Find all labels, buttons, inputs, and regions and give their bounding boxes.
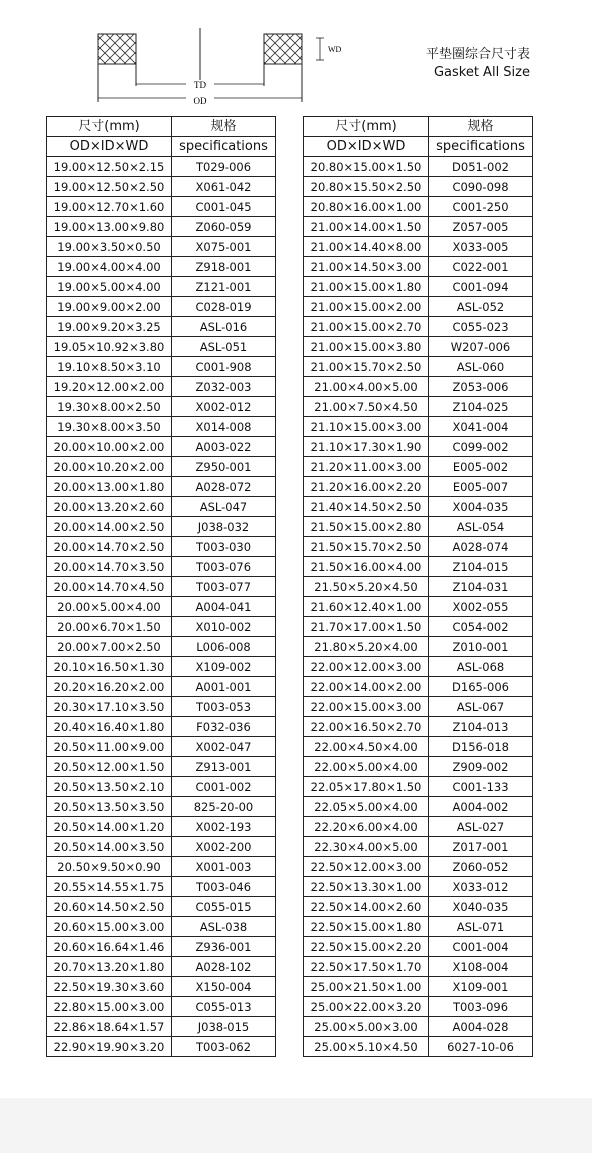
spec-cell: Z060-052 bbox=[429, 857, 533, 877]
table-row bbox=[304, 957, 533, 977]
table-row bbox=[47, 637, 276, 657]
size-cell: 22.05×5.00×4.00 bbox=[304, 797, 429, 817]
spec-cell: ASL-016 bbox=[172, 317, 276, 337]
header-spec-sub: specifications bbox=[429, 137, 533, 157]
title-en: Gasket All Size bbox=[433, 65, 530, 80]
table-row bbox=[304, 377, 533, 397]
size-cell: 22.50×13.30×1.00 bbox=[304, 877, 429, 897]
table-row bbox=[304, 337, 533, 357]
size-cell: 20.00×14.70×2.50 bbox=[47, 537, 172, 557]
table-row bbox=[304, 757, 533, 777]
table-row bbox=[47, 457, 276, 477]
spec-cell: X109-002 bbox=[172, 657, 276, 677]
size-cell: 22.50×12.00×3.00 bbox=[304, 857, 429, 877]
table-row bbox=[47, 737, 276, 757]
spec-cell: Z936-001 bbox=[172, 937, 276, 957]
table-row bbox=[47, 597, 276, 617]
size-cell: 20.00×13.20×2.60 bbox=[47, 497, 172, 517]
header-size-sub: OD×ID×WD bbox=[304, 137, 429, 157]
spec-cell: ASL-051 bbox=[172, 337, 276, 357]
table-row bbox=[304, 857, 533, 877]
table-row bbox=[47, 797, 276, 817]
size-cell: 19.00×9.20×3.25 bbox=[47, 317, 172, 337]
spec-cell: Z913-001 bbox=[172, 757, 276, 777]
table-row bbox=[47, 717, 276, 737]
table-row bbox=[304, 997, 533, 1017]
size-cell: 20.20×16.20×2.00 bbox=[47, 677, 172, 697]
spec-cell: ASL-071 bbox=[429, 917, 533, 937]
spec-cell: A004-041 bbox=[172, 597, 276, 617]
spec-cell: C055-023 bbox=[429, 317, 533, 337]
size-cell: 19.00×4.00×4.00 bbox=[47, 257, 172, 277]
gasket-right-section bbox=[264, 34, 302, 64]
size-cell: 20.00×7.00×2.50 bbox=[47, 637, 172, 657]
table-row bbox=[304, 257, 533, 277]
table-row bbox=[304, 197, 533, 217]
spec-cell: C090-098 bbox=[429, 177, 533, 197]
size-cell: 21.50×15.70×2.50 bbox=[304, 537, 429, 557]
size-cell: 20.00×5.00×4.00 bbox=[47, 597, 172, 617]
size-cell: 21.00×4.00×5.00 bbox=[304, 377, 429, 397]
spec-cell: X109-001 bbox=[429, 977, 533, 997]
table-row bbox=[47, 897, 276, 917]
spec-cell: X061-042 bbox=[172, 177, 276, 197]
spec-cell: A003-022 bbox=[172, 437, 276, 457]
size-cell: 21.40×14.50×2.50 bbox=[304, 497, 429, 517]
spec-cell: C001-250 bbox=[429, 197, 533, 217]
size-cell: 20.80×16.00×1.00 bbox=[304, 197, 429, 217]
table-row bbox=[47, 517, 276, 537]
table-row bbox=[304, 717, 533, 737]
table-row bbox=[47, 537, 276, 557]
spec-cell: C001-045 bbox=[172, 197, 276, 217]
table-row bbox=[47, 317, 276, 337]
table-row bbox=[47, 577, 276, 597]
table-row bbox=[304, 557, 533, 577]
spec-cell: X010-002 bbox=[172, 617, 276, 637]
size-cell: 20.60×16.64×1.46 bbox=[47, 937, 172, 957]
table-row bbox=[304, 477, 533, 497]
size-cell: 19.05×10.92×3.80 bbox=[47, 337, 172, 357]
spec-cell: J038-032 bbox=[172, 517, 276, 537]
size-cell: 21.10×15.00×3.00 bbox=[304, 417, 429, 437]
size-cell: 19.20×12.00×2.00 bbox=[47, 377, 172, 397]
size-cell: 20.30×17.10×3.50 bbox=[47, 697, 172, 717]
size-cell: 19.00×12.70×1.60 bbox=[47, 197, 172, 217]
header-spec: 规格 bbox=[429, 117, 533, 137]
table-row bbox=[304, 457, 533, 477]
size-cell: 19.00×12.50×2.50 bbox=[47, 177, 172, 197]
table-row bbox=[47, 1037, 276, 1057]
table-row bbox=[47, 617, 276, 637]
size-cell: 22.00×5.00×4.00 bbox=[304, 757, 429, 777]
spec-cell: W207-006 bbox=[429, 337, 533, 357]
table-row bbox=[304, 317, 533, 337]
table-row bbox=[47, 997, 276, 1017]
table-row bbox=[47, 437, 276, 457]
table-row bbox=[304, 277, 533, 297]
size-cell: 21.00×15.00×2.70 bbox=[304, 317, 429, 337]
table-row bbox=[47, 217, 276, 237]
spec-cell: Z010-001 bbox=[429, 637, 533, 657]
size-cell: 25.00×5.00×3.00 bbox=[304, 1017, 429, 1037]
spec-cell: C001-002 bbox=[172, 777, 276, 797]
spec-cell: X014-008 bbox=[172, 417, 276, 437]
spec-cell: Z918-001 bbox=[172, 257, 276, 277]
spec-cell: X002-200 bbox=[172, 837, 276, 857]
size-cell: 22.50×15.00×2.20 bbox=[304, 937, 429, 957]
spec-cell: D165-006 bbox=[429, 677, 533, 697]
size-cell: 20.50×12.00×1.50 bbox=[47, 757, 172, 777]
size-cell: 21.00×15.00×1.80 bbox=[304, 277, 429, 297]
spec-cell: C099-002 bbox=[429, 437, 533, 457]
bottom-strip bbox=[0, 1098, 592, 1153]
table-row bbox=[304, 737, 533, 757]
gasket-diagram bbox=[90, 28, 350, 110]
spec-cell: 825-20-00 bbox=[172, 797, 276, 817]
size-cell: 25.00×22.00×3.20 bbox=[304, 997, 429, 1017]
size-cell: 21.10×17.30×1.90 bbox=[304, 437, 429, 457]
table-row bbox=[304, 397, 533, 417]
table-row bbox=[304, 217, 533, 237]
size-cell: 19.10×8.50×3.10 bbox=[47, 357, 172, 377]
spec-cell: X033-005 bbox=[429, 237, 533, 257]
size-cell: 21.00×15.70×2.50 bbox=[304, 357, 429, 377]
size-cell: 21.70×17.00×1.50 bbox=[304, 617, 429, 637]
size-cell: 22.20×6.00×4.00 bbox=[304, 817, 429, 837]
table-row bbox=[304, 637, 533, 657]
size-cell: 22.00×12.00×3.00 bbox=[304, 657, 429, 677]
header-size: 尺寸(mm) bbox=[304, 117, 429, 137]
size-cell: 20.00×14.70×3.50 bbox=[47, 557, 172, 577]
table-row bbox=[47, 557, 276, 577]
size-cell: 22.05×17.80×1.50 bbox=[304, 777, 429, 797]
spec-cell: C001-133 bbox=[429, 777, 533, 797]
size-cell: 21.00×14.50×3.00 bbox=[304, 257, 429, 277]
spec-cell: ASL-038 bbox=[172, 917, 276, 937]
spec-cell: A001-001 bbox=[172, 677, 276, 697]
td-label: TD bbox=[194, 80, 206, 90]
spec-cell: D051-002 bbox=[429, 157, 533, 177]
table-row bbox=[47, 197, 276, 217]
table-row bbox=[304, 837, 533, 857]
spec-cell: F032-036 bbox=[172, 717, 276, 737]
table-row bbox=[304, 977, 533, 997]
size-cell: 20.40×16.40×1.80 bbox=[47, 717, 172, 737]
spec-cell: J038-015 bbox=[172, 1017, 276, 1037]
table-row bbox=[47, 957, 276, 977]
size-cell: 19.00×3.50×0.50 bbox=[47, 237, 172, 257]
spec-cell: C054-002 bbox=[429, 617, 533, 637]
spec-cell: T003-046 bbox=[172, 877, 276, 897]
spec-cell: X002-193 bbox=[172, 817, 276, 837]
size-cell: 22.30×4.00×5.00 bbox=[304, 837, 429, 857]
spec-cell: A004-002 bbox=[429, 797, 533, 817]
size-cell: 21.80×5.20×4.00 bbox=[304, 637, 429, 657]
table-row bbox=[304, 357, 533, 377]
size-cell: 20.00×13.00×1.80 bbox=[47, 477, 172, 497]
spec-cell: X001-003 bbox=[172, 857, 276, 877]
spec-cell: Z104-025 bbox=[429, 397, 533, 417]
table-row bbox=[47, 497, 276, 517]
size-cell: 22.50×17.50×1.70 bbox=[304, 957, 429, 977]
spec-cell: Z104-013 bbox=[429, 717, 533, 737]
spec-cell: T029-006 bbox=[172, 157, 276, 177]
table-row bbox=[304, 237, 533, 257]
header-spec-sub: specifications bbox=[172, 137, 276, 157]
title-zh: 平垫圈综合尺寸表 bbox=[425, 47, 530, 62]
spec-cell: ASL-027 bbox=[429, 817, 533, 837]
spec-cell: X004-035 bbox=[429, 497, 533, 517]
size-cell: 20.00×6.70×1.50 bbox=[47, 617, 172, 637]
header-spec: 规格 bbox=[172, 117, 276, 137]
size-cell: 22.50×15.00×1.80 bbox=[304, 917, 429, 937]
size-cell: 21.60×12.40×1.00 bbox=[304, 597, 429, 617]
size-cell: 20.50×11.00×9.00 bbox=[47, 737, 172, 757]
od-label: OD bbox=[193, 96, 207, 106]
wd-label: WD bbox=[328, 45, 342, 54]
size-cell: 22.50×19.30×3.60 bbox=[47, 977, 172, 997]
spec-cell: T003-053 bbox=[172, 697, 276, 717]
spec-cell: T003-096 bbox=[429, 997, 533, 1017]
size-cell: 21.20×16.00×2.20 bbox=[304, 477, 429, 497]
size-cell: 21.50×16.00×4.00 bbox=[304, 557, 429, 577]
table-row bbox=[47, 977, 276, 997]
spec-cell: Z104-015 bbox=[429, 557, 533, 577]
spec-cell: X002-047 bbox=[172, 737, 276, 757]
spec-cell: Z950-001 bbox=[172, 457, 276, 477]
spec-cell: Z032-003 bbox=[172, 377, 276, 397]
size-cell: 21.00×14.40×8.00 bbox=[304, 237, 429, 257]
table-row bbox=[304, 1037, 533, 1057]
table-row bbox=[304, 517, 533, 537]
size-cell: 19.00×13.00×9.80 bbox=[47, 217, 172, 237]
size-cell: 21.20×11.00×3.00 bbox=[304, 457, 429, 477]
spec-cell: X150-004 bbox=[172, 977, 276, 997]
spec-cell: C028-019 bbox=[172, 297, 276, 317]
table-row bbox=[304, 917, 533, 937]
size-cell: 22.90×19.90×3.20 bbox=[47, 1037, 172, 1057]
size-cell: 20.60×15.00×3.00 bbox=[47, 917, 172, 937]
table-row bbox=[304, 597, 533, 617]
size-cell: 19.30×8.00×2.50 bbox=[47, 397, 172, 417]
size-cell: 22.00×16.50×2.70 bbox=[304, 717, 429, 737]
size-cell: 19.00×5.00×4.00 bbox=[47, 277, 172, 297]
size-cell: 22.50×14.00×2.60 bbox=[304, 897, 429, 917]
spec-cell: Z909-002 bbox=[429, 757, 533, 777]
spec-cell: D156-018 bbox=[429, 737, 533, 757]
table-row bbox=[47, 157, 276, 177]
table-row bbox=[47, 657, 276, 677]
spec-cell: T003-076 bbox=[172, 557, 276, 577]
table-row bbox=[304, 617, 533, 637]
spec-cell: 6027-10-06 bbox=[429, 1037, 533, 1057]
size-cell: 25.00×21.50×1.00 bbox=[304, 977, 429, 997]
size-cell: 21.50×15.00×2.80 bbox=[304, 517, 429, 537]
spec-cell: A004-028 bbox=[429, 1017, 533, 1037]
size-cell: 19.00×9.00×2.00 bbox=[47, 297, 172, 317]
spec-cell: L006-008 bbox=[172, 637, 276, 657]
header-size-sub: OD×ID×WD bbox=[47, 137, 172, 157]
spec-cell: ASL-068 bbox=[429, 657, 533, 677]
spec-cell: T003-030 bbox=[172, 537, 276, 557]
table-row bbox=[304, 817, 533, 837]
table-row bbox=[47, 477, 276, 497]
spec-cell: ASL-047 bbox=[172, 497, 276, 517]
spec-cell: A028-102 bbox=[172, 957, 276, 977]
size-cell: 20.70×13.20×1.80 bbox=[47, 957, 172, 977]
table-row bbox=[304, 177, 533, 197]
spec-cell: X041-004 bbox=[429, 417, 533, 437]
spec-cell: Z053-006 bbox=[429, 377, 533, 397]
size-table-left bbox=[46, 116, 276, 1057]
size-cell: 20.50×14.00×3.50 bbox=[47, 837, 172, 857]
size-cell: 22.00×15.00×3.00 bbox=[304, 697, 429, 717]
size-cell: 21.50×5.20×4.50 bbox=[304, 577, 429, 597]
size-cell: 20.60×14.50×2.50 bbox=[47, 897, 172, 917]
gasket-left-section bbox=[98, 34, 136, 64]
table-row bbox=[304, 417, 533, 437]
table-row bbox=[47, 397, 276, 417]
size-cell: 22.80×15.00×3.00 bbox=[47, 997, 172, 1017]
table-row bbox=[47, 937, 276, 957]
table-row bbox=[47, 297, 276, 317]
table-row bbox=[304, 437, 533, 457]
spec-cell: X002-055 bbox=[429, 597, 533, 617]
spec-cell: X075-001 bbox=[172, 237, 276, 257]
table-row bbox=[304, 697, 533, 717]
table-row bbox=[47, 417, 276, 437]
spec-cell: A028-074 bbox=[429, 537, 533, 557]
table-row bbox=[47, 177, 276, 197]
spec-cell: ASL-054 bbox=[429, 517, 533, 537]
table-row bbox=[47, 237, 276, 257]
spec-cell: ASL-052 bbox=[429, 297, 533, 317]
spec-cell: X002-012 bbox=[172, 397, 276, 417]
table-row bbox=[47, 877, 276, 897]
size-cell: 20.50×9.50×0.90 bbox=[47, 857, 172, 877]
table-row bbox=[47, 277, 276, 297]
size-cell: 21.00×7.50×4.50 bbox=[304, 397, 429, 417]
table-row bbox=[47, 817, 276, 837]
size-cell: 19.00×12.50×2.15 bbox=[47, 157, 172, 177]
table-row bbox=[304, 1017, 533, 1037]
size-cell: 21.00×14.00×1.50 bbox=[304, 217, 429, 237]
spec-cell: E005-007 bbox=[429, 477, 533, 497]
table-row bbox=[47, 837, 276, 857]
size-cell: 19.30×8.00×3.50 bbox=[47, 417, 172, 437]
size-cell: 20.00×14.00×2.50 bbox=[47, 517, 172, 537]
table-row bbox=[304, 797, 533, 817]
table-row bbox=[304, 877, 533, 897]
spec-cell: ASL-067 bbox=[429, 697, 533, 717]
size-cell: 20.50×14.00×1.20 bbox=[47, 817, 172, 837]
size-cell: 22.00×4.50×4.00 bbox=[304, 737, 429, 757]
spec-cell: Z121-001 bbox=[172, 277, 276, 297]
spec-cell: C001-004 bbox=[429, 937, 533, 957]
spec-cell: X108-004 bbox=[429, 957, 533, 977]
table-row bbox=[47, 757, 276, 777]
size-cell: 20.00×10.20×2.00 bbox=[47, 457, 172, 477]
table-row bbox=[304, 897, 533, 917]
header-size: 尺寸(mm) bbox=[47, 117, 172, 137]
size-cell: 20.55×14.55×1.75 bbox=[47, 877, 172, 897]
table-row bbox=[47, 697, 276, 717]
table-row bbox=[304, 677, 533, 697]
title-block bbox=[380, 46, 530, 82]
spec-cell: T003-077 bbox=[172, 577, 276, 597]
spec-cell: X040-035 bbox=[429, 897, 533, 917]
size-cell: 20.00×14.70×4.50 bbox=[47, 577, 172, 597]
table-row bbox=[304, 577, 533, 597]
spec-cell: C055-015 bbox=[172, 897, 276, 917]
table-row bbox=[47, 357, 276, 377]
spec-cell: C001-908 bbox=[172, 357, 276, 377]
table-row bbox=[304, 657, 533, 677]
spec-cell: C055-013 bbox=[172, 997, 276, 1017]
table-row bbox=[304, 777, 533, 797]
table-row bbox=[304, 937, 533, 957]
table-row bbox=[47, 337, 276, 357]
size-cell: 20.50×13.50×2.10 bbox=[47, 777, 172, 797]
table-row bbox=[304, 497, 533, 517]
size-cell: 20.10×16.50×1.30 bbox=[47, 657, 172, 677]
spec-cell: Z104-031 bbox=[429, 577, 533, 597]
size-cell: 20.80×15.00×1.50 bbox=[304, 157, 429, 177]
table-row bbox=[304, 537, 533, 557]
table-row bbox=[47, 917, 276, 937]
spec-cell: C022-001 bbox=[429, 257, 533, 277]
size-cell: 22.86×18.64×1.57 bbox=[47, 1017, 172, 1037]
spec-cell: E005-002 bbox=[429, 457, 533, 477]
table-row bbox=[47, 677, 276, 697]
size-cell: 20.80×15.50×2.50 bbox=[304, 177, 429, 197]
spec-cell: ASL-060 bbox=[429, 357, 533, 377]
size-cell: 25.00×5.10×4.50 bbox=[304, 1037, 429, 1057]
spec-cell: Z017-001 bbox=[429, 837, 533, 857]
spec-cell: Z060-059 bbox=[172, 217, 276, 237]
table-row bbox=[47, 857, 276, 877]
table-row bbox=[47, 777, 276, 797]
spec-cell: C001-094 bbox=[429, 277, 533, 297]
size-cell: 20.50×13.50×3.50 bbox=[47, 797, 172, 817]
table-row bbox=[304, 297, 533, 317]
table-row bbox=[304, 157, 533, 177]
size-table-right bbox=[303, 116, 533, 1057]
table-row bbox=[47, 377, 276, 397]
size-cell: 21.00×15.00×3.80 bbox=[304, 337, 429, 357]
size-cell: 20.00×10.00×2.00 bbox=[47, 437, 172, 457]
spec-cell: T003-062 bbox=[172, 1037, 276, 1057]
spec-cell: Z057-005 bbox=[429, 217, 533, 237]
size-cell: 21.00×15.00×2.00 bbox=[304, 297, 429, 317]
table-row bbox=[47, 1017, 276, 1037]
spec-cell: A028-072 bbox=[172, 477, 276, 497]
spec-cell: X033-012 bbox=[429, 877, 533, 897]
table-row bbox=[47, 257, 276, 277]
size-cell: 22.00×14.00×2.00 bbox=[304, 677, 429, 697]
